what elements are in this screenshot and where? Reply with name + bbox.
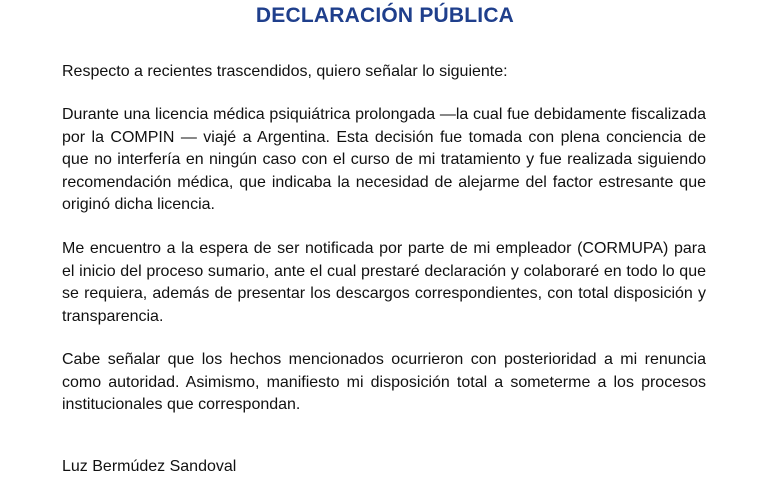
paragraph-medical-leave: Durante una licencia médica psiquiátrica prolongada —la cual fue debidamente fiscalizada por la COMPIN — viajé a Argentina. Esta decisión fue tomada con plena conciencia de que no interfería en ningún caso con el curso de mi tratamiento y fue realizada siguiendo recomendación médica, que indicaba la necesidad de alejarme del factor estresante que originó dicha licencia.: [62, 106, 706, 213]
signature-name: Luz Bermúdez Sandoval: [62, 458, 237, 475]
paragraph-summary-process: Me encuentro a la espera de ser notificada por parte de mi empleador (CORMUPA) para el inicio del proceso sumario, ante el cual prestaré declaración y colaboraré en todo lo que se requiera, además de presentar los descargos correspondientes, con total disposición y transparencia.: [62, 240, 706, 325]
page-title: DECLARACIÓN PÚBLICA: [255, 4, 515, 27]
paragraph-resignation: Cabe señalar que los hechos mencionados ocurrieron con posterioridad a mi renuncia como autoridad. Asimismo, manifiesto mi disposición total a someterme a los procesos institucionales que correspondan.: [62, 351, 706, 413]
intro-paragraph: Respecto a recientes trascendidos, quiero señalar lo siguiente:: [62, 63, 508, 80]
